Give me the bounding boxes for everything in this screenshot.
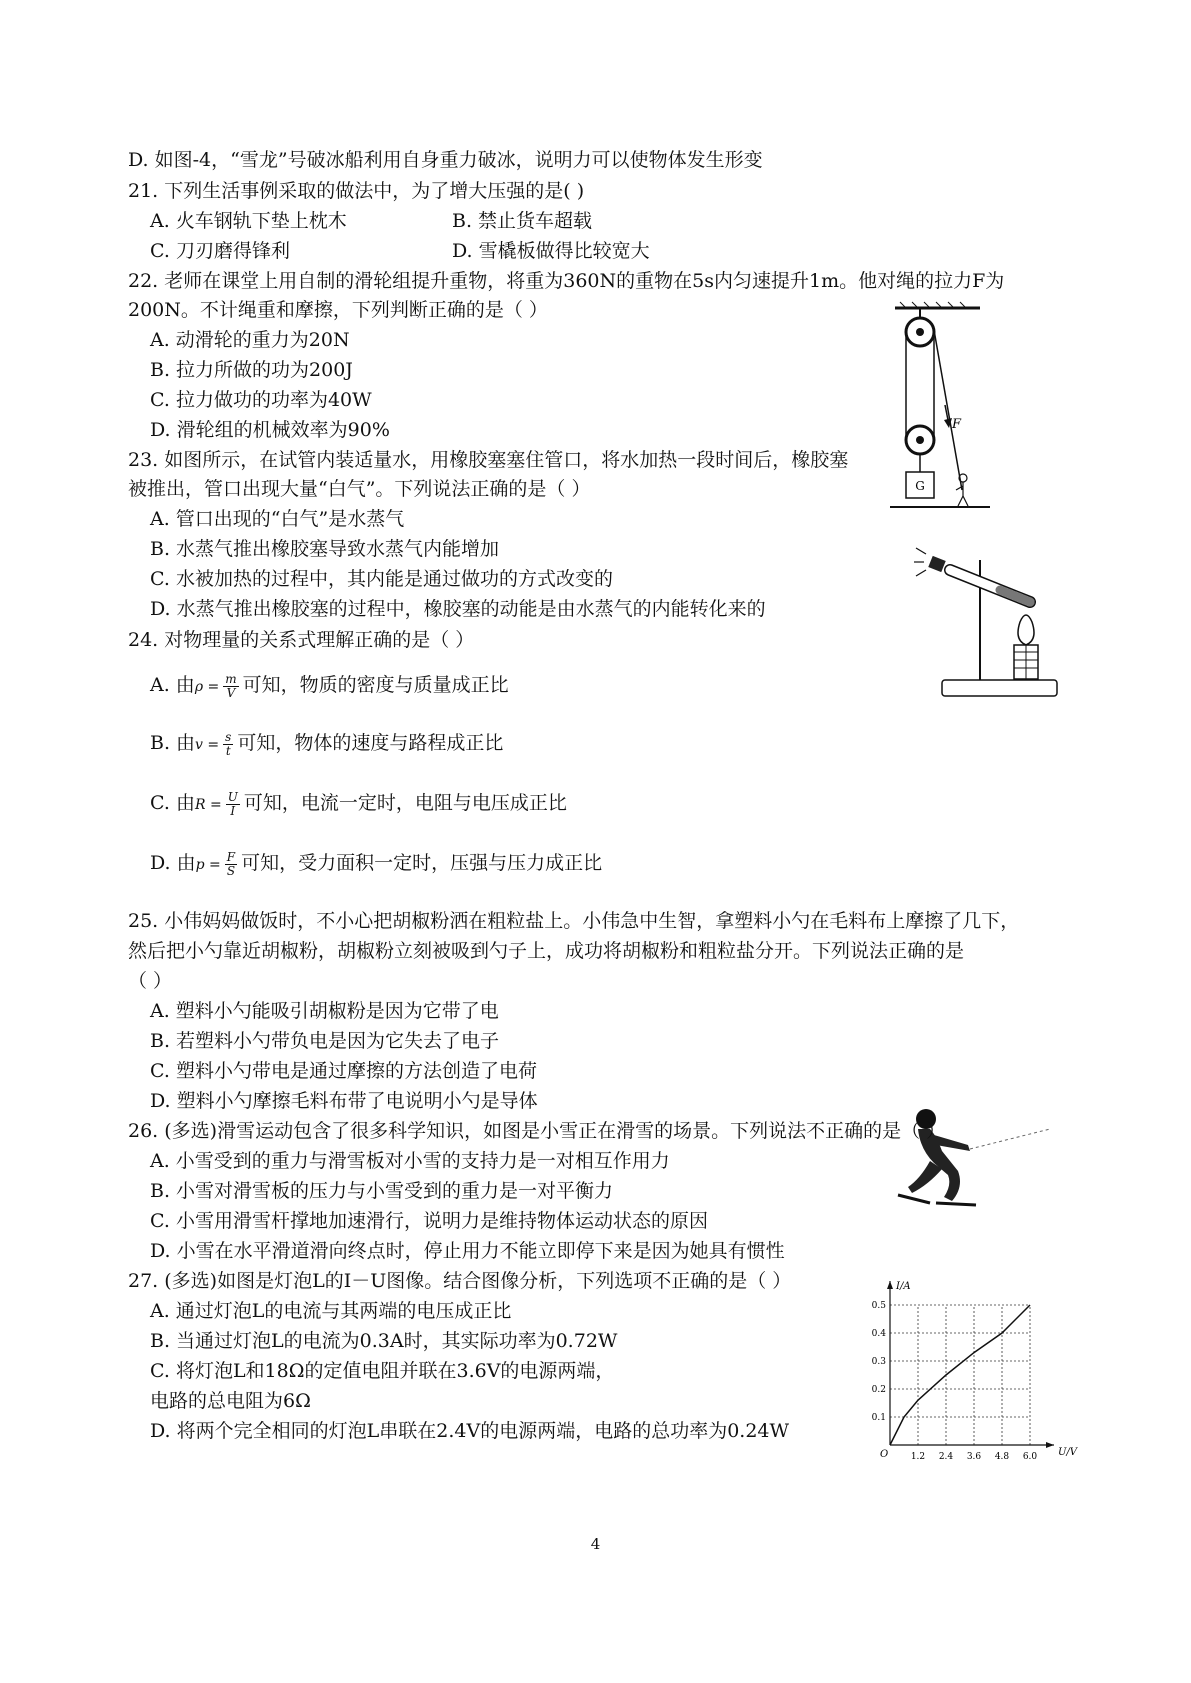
text-line-q21c: C. 刀刃磨得锋利 — [150, 240, 290, 262]
text-line-q22d: D. 滑轮组的机械效率为90% — [150, 419, 390, 441]
q24-formula-fraction — [223, 673, 238, 700]
text-line-q22a: A. 动滑轮的重力为20N — [150, 329, 350, 351]
text-line-q26a: A. 小雪受到的重力与滑雪板对小雪的支持力是一对相互作用力 — [150, 1150, 670, 1172]
weight-label: G — [915, 479, 925, 493]
force-label: F — [952, 417, 962, 432]
x-tick-label: 1.2 — [910, 1452, 926, 1462]
text-line-q24: 24. 对物理量的关系式理解正确的是（ ） — [128, 629, 475, 651]
text-line-q25c: C. 塑料小勺带电是通过摩擦的方法创造了电荷 — [150, 1060, 537, 1082]
q24-formula-fraction — [223, 731, 233, 758]
x-tick-label: 3.6 — [966, 1452, 982, 1462]
y-tick-label: 0.4 — [871, 1329, 886, 1339]
text-line-q27d: D. 将两个完全相同的灯泡L串联在2.4V的电源两端，电路的总功率为0.24W — [150, 1420, 790, 1442]
text-line-q25b: B. 若塑料小勺带负电是因为它失去了电子 — [150, 1030, 500, 1052]
text-line-q27c2: 电路的总电阻为6Ω — [150, 1390, 311, 1412]
q24-option-text: 可知，受力面积一定时，压强与压力成正比 — [241, 852, 603, 874]
fraction-numerator: U — [227, 789, 238, 804]
text-line-q26: 26. (多选)滑雪运动包含了很多科学知识，如图是小雪正在滑雪的场景。下列说法不正确的是（ ） — [128, 1120, 946, 1142]
x-axis-label: U/V — [1058, 1447, 1078, 1458]
q24-option-label: D. 由 — [150, 852, 196, 874]
text-line-q26b: B. 小雪对滑雪板的压力与小雪受到的重力是一对平衡力 — [150, 1180, 614, 1202]
text-line-q23a: A. 管口出现的“白气”是水蒸气 — [150, 508, 405, 530]
text-line-q27c: C. 将灯泡L和18Ω的定值电阻并联在3.6V的电源两端， — [150, 1360, 615, 1382]
fraction-denominator: t — [225, 743, 231, 758]
fraction-numerator: m — [225, 671, 237, 686]
q24-option-0 — [150, 672, 509, 700]
x-tick-label: 2.4 — [938, 1452, 954, 1462]
text-line-q23b2: 被推出，管口出现大量“白气”。下列说法正确的是（ ） — [128, 478, 591, 500]
fraction-denominator: V — [226, 685, 236, 700]
text-line-q27a: A. 通过灯泡L的电流与其两端的电压成正比 — [150, 1300, 512, 1322]
series-line-0 — [890, 1305, 1030, 1445]
q24-formula-lhs: v = — [195, 737, 220, 753]
x-tick-label: 4.8 — [994, 1452, 1010, 1462]
x-tick-label: 6.0 — [1022, 1452, 1038, 1462]
y-tick-label: 0.1 — [871, 1413, 886, 1423]
text-line-q25d: D. 塑料小勺摩擦毛料布带了电说明小勺是导体 — [150, 1090, 538, 1112]
text-line-q23c: C. 水被加热的过程中，其内能是通过做功的方式改变的 — [150, 568, 613, 590]
q24-option-text: 可知，电流一定时，电阻与电压成正比 — [243, 792, 567, 814]
text-line-q22c: C. 拉力做功的功率为40W — [150, 389, 372, 411]
text-line-q20d: D. 如图-4，“雪龙”号破冰船利用自身重力破冰，说明力可以使物体发生形变 — [128, 149, 763, 171]
q24-option-2 — [150, 790, 567, 818]
y-axis-label: I/A — [896, 1281, 911, 1292]
text-line-q21d: D. 雪橇板做得比较宽大 — [452, 240, 650, 262]
text-line-q25b3: （ ） — [128, 970, 173, 992]
q24-option-label: C. 由 — [150, 792, 195, 814]
y-axis-arrow — [887, 1281, 893, 1289]
q24-formula-lhs: p = — [195, 857, 221, 873]
test-tube-heating-figure — [920, 530, 1070, 705]
iu-graph — [860, 1280, 1078, 1480]
fraction-denominator: I — [230, 803, 236, 818]
y-tick-label: 0.3 — [871, 1357, 886, 1367]
q24-formula-lhs: ρ = — [194, 679, 220, 695]
q24-option-1 — [150, 730, 503, 758]
q24-option-label: A. 由 — [150, 674, 195, 696]
q24-option-text: 可知，物质的密度与质量成正比 — [242, 674, 509, 696]
text-line-q21a: A. 火车钢轨下垫上枕木 — [150, 210, 347, 232]
q24-option-3 — [150, 850, 602, 878]
text-line-q27: 27. (多选)如图是灯泡L的I－U图像。结合图像分析，下列选项不正确的是（ ） — [128, 1270, 792, 1292]
text-line-q23: 23. 如图所示，在试管内装适量水，用橡胶塞塞住管口，将水加热一段时间后，橡胶塞 — [128, 449, 849, 471]
text-line-q27b: B. 当通过灯泡L的电流为0.3A时，其实际功率为0.72W — [150, 1330, 618, 1352]
text-line-q23d: D. 水蒸气推出橡胶塞的过程中，橡胶塞的动能是由水蒸气的内能转化来的 — [150, 598, 766, 620]
text-line-q21: 21. 下列生活事例采取的做法中，为了增大压强的是( ) — [128, 180, 585, 202]
q24-option-label: B. 由 — [150, 732, 196, 754]
text-line-q25: 25. 小伟妈妈做饭时，不小心把胡椒粉洒在粗粒盐上。小伟急中生智，拿塑料小勺在毛料布上摩擦了几下， — [128, 910, 1020, 932]
fraction-numerator: s — [225, 729, 232, 744]
origin-label: O — [880, 1449, 889, 1460]
x-axis-arrow — [1046, 1442, 1054, 1448]
pulley-system-figure — [890, 300, 1000, 510]
q24-formula-lhs: R = — [194, 797, 222, 813]
text-line-q21b: B. 禁止货车超载 — [452, 210, 593, 232]
text-line-q26d: D. 小雪在水平滑道滑向终点时，停止用力不能立即停下来是因为她具有惯性 — [150, 1240, 785, 1262]
q24-formula-fraction — [225, 851, 237, 878]
q24-formula-fraction — [226, 791, 240, 818]
text-line-q26c: C. 小雪用滑雪杆撑地加速滑行，说明力是维持物体运动状态的原因 — [150, 1210, 708, 1232]
page-number: 4 — [590, 1535, 601, 1553]
text-line-q25a: A. 塑料小勺能吸引胡椒粉是因为它带了电 — [150, 1000, 499, 1022]
fraction-numerator: F — [226, 849, 236, 864]
y-tick-label: 0.5 — [871, 1301, 886, 1311]
text-line-q23b: B. 水蒸气推出橡胶塞导致水蒸气内能增加 — [150, 538, 500, 560]
q24-option-text: 可知，物体的速度与路程成正比 — [237, 732, 504, 754]
text-line-q25b2: 然后把小勺靠近胡椒粉，胡椒粉立刻被吸到勺子上，成功将胡椒粉和粗粒盐分开。下列说法正确的是 — [128, 940, 965, 962]
text-line-q22: 22. 老师在课堂上用自制的滑轮组提升重物，将重为360N的重物在5s内匀速提升1m。他对绳的拉力F为 — [128, 270, 1005, 292]
text-line-q22b: B. 拉力所做的功为200J — [150, 359, 353, 381]
y-tick-label: 0.2 — [871, 1385, 886, 1395]
fraction-denominator: S — [226, 863, 236, 878]
text-line-q22b2: 200N。不计绳重和摩擦，下列判断正确的是（ ） — [128, 299, 548, 321]
